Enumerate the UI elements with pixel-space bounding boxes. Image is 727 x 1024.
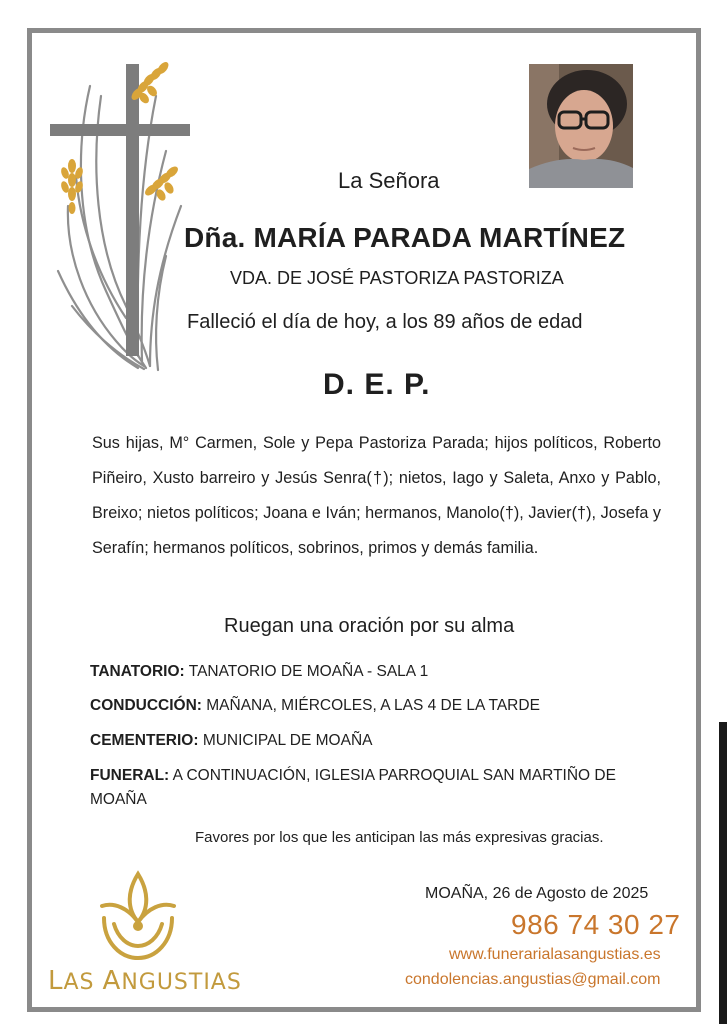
portrait-photo xyxy=(529,64,633,188)
detail-tanatorio xyxy=(90,660,670,684)
las-angustias-logo-icon xyxy=(92,868,184,964)
place-date: MOAÑA, 26 de Agosto de 2025 xyxy=(425,885,649,902)
detail-label: CEMENTERIO: xyxy=(90,732,199,749)
detail-value: MAÑANA, MIÉRCOLES, A LAS 4 DE LA TARDE xyxy=(206,697,540,714)
rip-heading: D. E. P. xyxy=(323,368,431,401)
cross-with-wheat-icon xyxy=(46,56,196,376)
family-paragraph: Sus hijas, M° Carmen, Sole y Pepa Pastoriza Parada; hijos políticos, Roberto Piñeiro, Xusto barreiro y Jesús Senra(†); nietos, Iago y Saleta, Anxo y Pablo, Breixo; nietos políticos; Joana e Iván; hermanos, Manolo(†), Javier(†), Josefa y Serafín; hermanos políticos, sobrinos, primos y demás familia. xyxy=(92,434,661,557)
brand-initial-l: L xyxy=(48,966,64,996)
brand-word-angustias: NGUSTIAS xyxy=(121,970,242,995)
prayer-request: Ruegan una oración por su alma xyxy=(224,615,515,637)
death-line: Falleció el día de hoy, a los 89 años de edad xyxy=(187,311,583,333)
detail-conduccion xyxy=(90,694,670,718)
website-link[interactable]: www.funerarialasangustias.es xyxy=(449,946,661,963)
detail-label: FUNERAL: xyxy=(90,767,170,784)
brand-initial-a: A xyxy=(102,966,122,996)
brand-word-las: AS xyxy=(63,970,95,995)
thanks-line: Favores por los que les anticipan las más expresivas gracias. xyxy=(195,829,604,846)
detail-value: A CONTINUACIÓN, IGLESIA PARROQUIAL SAN MARTIÑO DE MOAÑA xyxy=(90,767,616,808)
detail-cementerio xyxy=(90,729,670,753)
detail-label: TANATORIO: xyxy=(90,663,185,680)
phone-number[interactable]: 986 74 30 27 xyxy=(511,909,681,940)
detail-value: MUNICIPAL DE MOAÑA xyxy=(202,732,373,749)
deceased-name: Dña. MARÍA PARADA MARTÍNEZ xyxy=(184,222,626,253)
detail-value: TANATORIO DE MOAÑA - SALA 1 xyxy=(188,663,429,680)
email-link[interactable]: condolencias.angustias@gmail.com xyxy=(405,971,661,988)
title-prefix: La Señora xyxy=(338,168,440,193)
page-edge-strip xyxy=(719,722,727,1024)
detail-label: CONDUCCIÓN: xyxy=(90,697,202,714)
widow-of: VDA. DE JOSÉ PASTORIZA PASTORIZA xyxy=(230,268,564,288)
detail-funeral xyxy=(90,764,660,812)
brand-name xyxy=(48,966,242,996)
